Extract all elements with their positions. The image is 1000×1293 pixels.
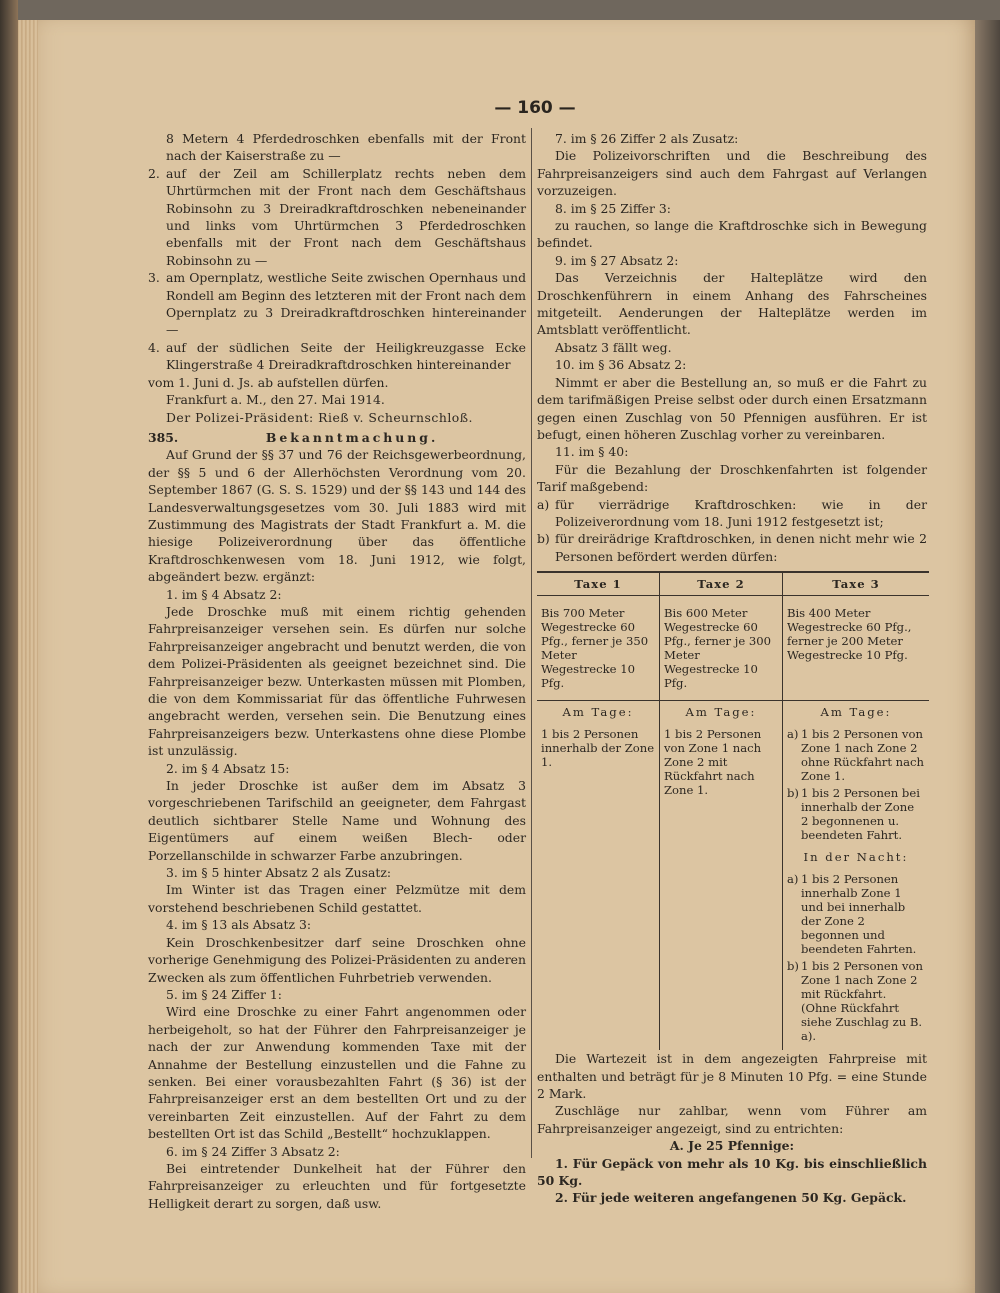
section-heading: 2. im § 4 Absatz 15: — [166, 760, 290, 776]
section-heading: 6. im § 24 Ziffer 3 Absatz 2: — [166, 1143, 340, 1159]
tariff-table — [537, 571, 929, 1050]
section-text: Die Polizeivorschriften und die Beschreibung des Fahrpreisanzeigers sind auch dem Fahrgast auf Verlangen vorzuzeigen. — [537, 148, 927, 199]
section-text: Jede Droschke muß mit einem richtig gehenden Fahrpreisanzeiger versehen sein. Es dürfen nur solche Fahrpreisanzeiger angebracht und benutzt werden, die von dem Polizei-Präsidenten als geeignet bezeichnet sind. Die Fahrpreisanzeiger bezw. Unterkasten müssen mit Plomben, die von dem Kommissariat für das öffentliche Fuhrwesen angebracht werden, versehen sein. Die Benutzung eines Fahrpreisanzeigers bezw. Unterkastens ohne diese Plombe ist unzulässig. — [148, 603, 526, 759]
surcharge-text: Zuschläge nur zahlbar, wenn vom Führer am Fahrpreisanzeiger angezeigt, sind zu entrichten: — [537, 1103, 927, 1136]
night-label: In der Nacht: — [803, 850, 909, 865]
right-column — [537, 130, 927, 1207]
section-text: Kein Droschkenbesitzer darf seine Droschken ohne vorherige Genehmigung des Polizei-Präsidenten zu anderen Zwecken als zum öffentlichen Fuhrbetrieb verwenden. — [148, 934, 526, 985]
section-text: Bei eintretender Dunkelheit hat der Führer den Fahrpreisanzeiger zu erleuchten und für fortgesetzte Helligkeit derart zu sorgen, daß usw. — [148, 1160, 526, 1211]
column-divider — [531, 128, 532, 1158]
section-heading: 4. im § 13 als Absatz 3: — [166, 917, 312, 933]
notice-intro: Auf Grund der §§ 37 und 76 der Reichsgewerbeordnung, der §§ 5 und 6 der Allerhöchsten Verordnung vom 20. September 1867 (G. S. S. 1529) und der §§ 143 und 144 des Landesverwaltungsgesetzes vom 30. Juli 1883 wird mit Zustimmung des Magistrats der Stadt Frankfurt a. M. die hiesige Polizeiverordnung über das öffentliche Kraftdroschkenwesen vom 18. Juni 1912, wie folgt, abgeändert bezw. ergänzt: — [148, 447, 526, 585]
list-item: a) 1 bis 2 Personen innerhalb Zone 1 und bei innerhalb der Zone 2 begonnen und beendeten Fahrten. — [786, 872, 917, 957]
section-heading: 5. im § 24 Ziffer 1: — [166, 986, 282, 1002]
page-number: — 160 — — [494, 98, 576, 118]
section-text: Nimmt er aber die Bestellung an, so muß er die Fahrt zu dem tarifmäßigen Preise selbst oder durch einen Ersatzmann gegen einen Zuschlag von 50 Pfennigen ausführen. Er ist befugt, einen höheren Zuschlag vorher zu vereinbaren. — [537, 374, 927, 442]
tarif-item: b) für dreirädrige Kraftdroschken, in denen nicht mehr wie 2 Personen befördert werden dürfen: — [537, 531, 927, 564]
table-cell: Bis 600 Meter Wegestrecke 60 Pfg., ferner je 300 Meter Wegestrecke 10 Pfg. — [659, 596, 782, 701]
book-spine — [0, 0, 18, 1293]
absatz-note: Absatz 3 fällt weg. — [555, 339, 672, 355]
table-header: Taxe 2 — [659, 572, 782, 596]
place-date: Frankfurt a. M., den 27. Mai 1914. — [166, 392, 385, 408]
table-header: Taxe 1 — [537, 572, 659, 596]
list-item: 4. auf der südlichen Seite der Heiligkreuzgasse Ecke Klingerstraße 4 Dreiradkraftdroschken hintereinander — [148, 339, 526, 373]
section-heading: 11. im § 40: — [555, 444, 629, 460]
surcharge-heading: A. Je 25 Pfennige: — [669, 1138, 795, 1154]
section-heading: 9. im § 27 Absatz 2: — [555, 252, 679, 268]
list-item: b) 1 bis 2 Personen bei innerhalb der Zone 2 begonnenen u. beendeten Fahrt. — [786, 786, 920, 843]
notice-heading — [148, 429, 526, 446]
table-cell: Am Tage: 1 bis 2 Personen innerhalb der Zone 1. — [537, 701, 659, 1051]
section-text: In jeder Droschke ist außer dem im Absatz 3 vorgeschriebenen Tarifschild an geeigneter, dem Fahrgast deutlich sichtbarer Stelle Name und Wohnung des Eigentümers auf einem weißen Blech- oder Porzellanschilde in schwarzer Farbe anzubringen. — [148, 778, 526, 863]
list-item: 2. auf der Zeil am Schillerplatz rechts neben dem Uhrtürmchen mit der Front nach dem Geschäftshaus Robinsohn zu 3 Dreiradkraftdroschken nebeneinander und links vom Uhrtürmchen 3 Pferdedroschken ebenfalls mit der Front nach dem Geschäftshaus Robinsohn zu — — [148, 165, 526, 268]
section-heading: 10. im § 36 Absatz 2: — [555, 357, 687, 373]
left-column — [148, 130, 526, 1212]
day-label: Am Tage: — [685, 705, 757, 720]
table-cell — [782, 701, 929, 1051]
section-text: zu rauchen, so lange die Kraftdroschke sich in Bewegung befindet. — [537, 218, 927, 251]
section-heading: 3. im § 5 hinter Absatz 2 als Zusatz: — [166, 865, 392, 881]
section-heading: 8. im § 25 Ziffer 3: — [555, 200, 671, 216]
notice-title: Bekanntmachung. — [265, 429, 439, 445]
tarif-item: a) für vierrädrige Kraftdroschken: wie in der Polizeiverordnung vom 18. Juni 1912 festgesetzt ist; — [537, 496, 927, 529]
section-text: Wird eine Droschke zu einer Fahrt angenommen oder herbeigeholt, so hat der Führer den Fahrpreisanzeiger je nach der zur Anwendung kommenden Taxe mit der Annahme der Bestellung einzustellen und die Fahne zu senken. Bei einer vorausbezahlten Fahrt (§ 36) ist der Fahrpreisanzeiger erst an dem bestellten Ort und zu der vereinbarten Zeit einzustellen. Auf der Fahrt zu dem bestellten Ort ist das Schild „Bestellt“ hochzuklappen. — [148, 1004, 526, 1142]
signature: Der Polizei-Präsident: Rieß v. Scheurnschloß. — [166, 409, 473, 425]
surcharge-item: 1. Für Gepäck von mehr als 10 Kg. bis einschließlich 50 Kg. — [537, 1155, 927, 1188]
section-heading: 1. im § 4 Absatz 2: — [166, 586, 282, 602]
next-page-edge — [975, 20, 1000, 1293]
wait-text: Die Wartezeit ist in dem angezeigten Fahrpreise mit enthalten und beträgt für je 8 Minuten 10 Pfg. = eine Stunde 2 Mark. — [537, 1051, 927, 1101]
notice-number: 385. — [148, 429, 179, 445]
surcharge-item: 2. Für jede weiteren angefangenen 50 Kg. Gepäck. — [555, 1190, 907, 1206]
section-text: Das Verzeichnis der Halteplätze wird den Droschkenführern in einem Anhang des Fahrscheines mitgeteilt. Aenderungen der Halteplätze werden im Amtsblatt veröffentlicht. — [537, 270, 927, 338]
table-header: Taxe 3 — [782, 572, 929, 596]
section-text: Im Winter ist das Tragen einer Pelzmütze mit dem vorstehend beschriebenen Schild gestattet. — [148, 882, 526, 915]
list-item: 3. am Opernplatz, westliche Seite zwischen Opernhaus und Rondell am Beginn des letzteren mit der Front nach dem Opernplatz zu 3 Dreiradkraftdroschken hintereinander — — [148, 270, 526, 338]
list-item: 8 Metern 4 Pferdedroschken ebenfalls mit der Front nach der Kaiserstraße zu — — [166, 131, 526, 164]
list-item: a) 1 bis 2 Personen von Zone 1 nach Zone 2 ohne Rückfahrt nach Zone 1. — [786, 727, 925, 784]
day-label: Am Tage: — [820, 705, 892, 720]
table-cell: Am Tage: 1 bis 2 Personen von Zone 1 nach Zone 2 mit Rückfahrt nach Zone 1. — [659, 701, 782, 1051]
closing-line: vom 1. Juni d. Js. ab aufstellen dürfen. — [148, 374, 389, 390]
section-heading: 7. im § 26 Ziffer 2 als Zusatz: — [555, 131, 739, 146]
table-cell: Bis 700 Meter Wegestrecke 60 Pfg., ferner je 350 Meter Wegestrecke 10 Pfg. — [537, 596, 659, 701]
day-label: Am Tage: — [562, 705, 634, 720]
table-cell: Bis 400 Meter Wegestrecke 60 Pfg., ferner je 200 Meter Wegestrecke 10 Pfg. — [782, 596, 929, 701]
section-text: Für die Bezahlung der Droschkenfahrten ist folgender Tarif maßgebend: — [537, 461, 927, 495]
list-item: b) 1 bis 2 Personen von Zone 1 nach Zone 2 mit Rückfahrt. (Ohne Rückfahrt siehe Zuschlag zu B. a). — [786, 959, 923, 1044]
